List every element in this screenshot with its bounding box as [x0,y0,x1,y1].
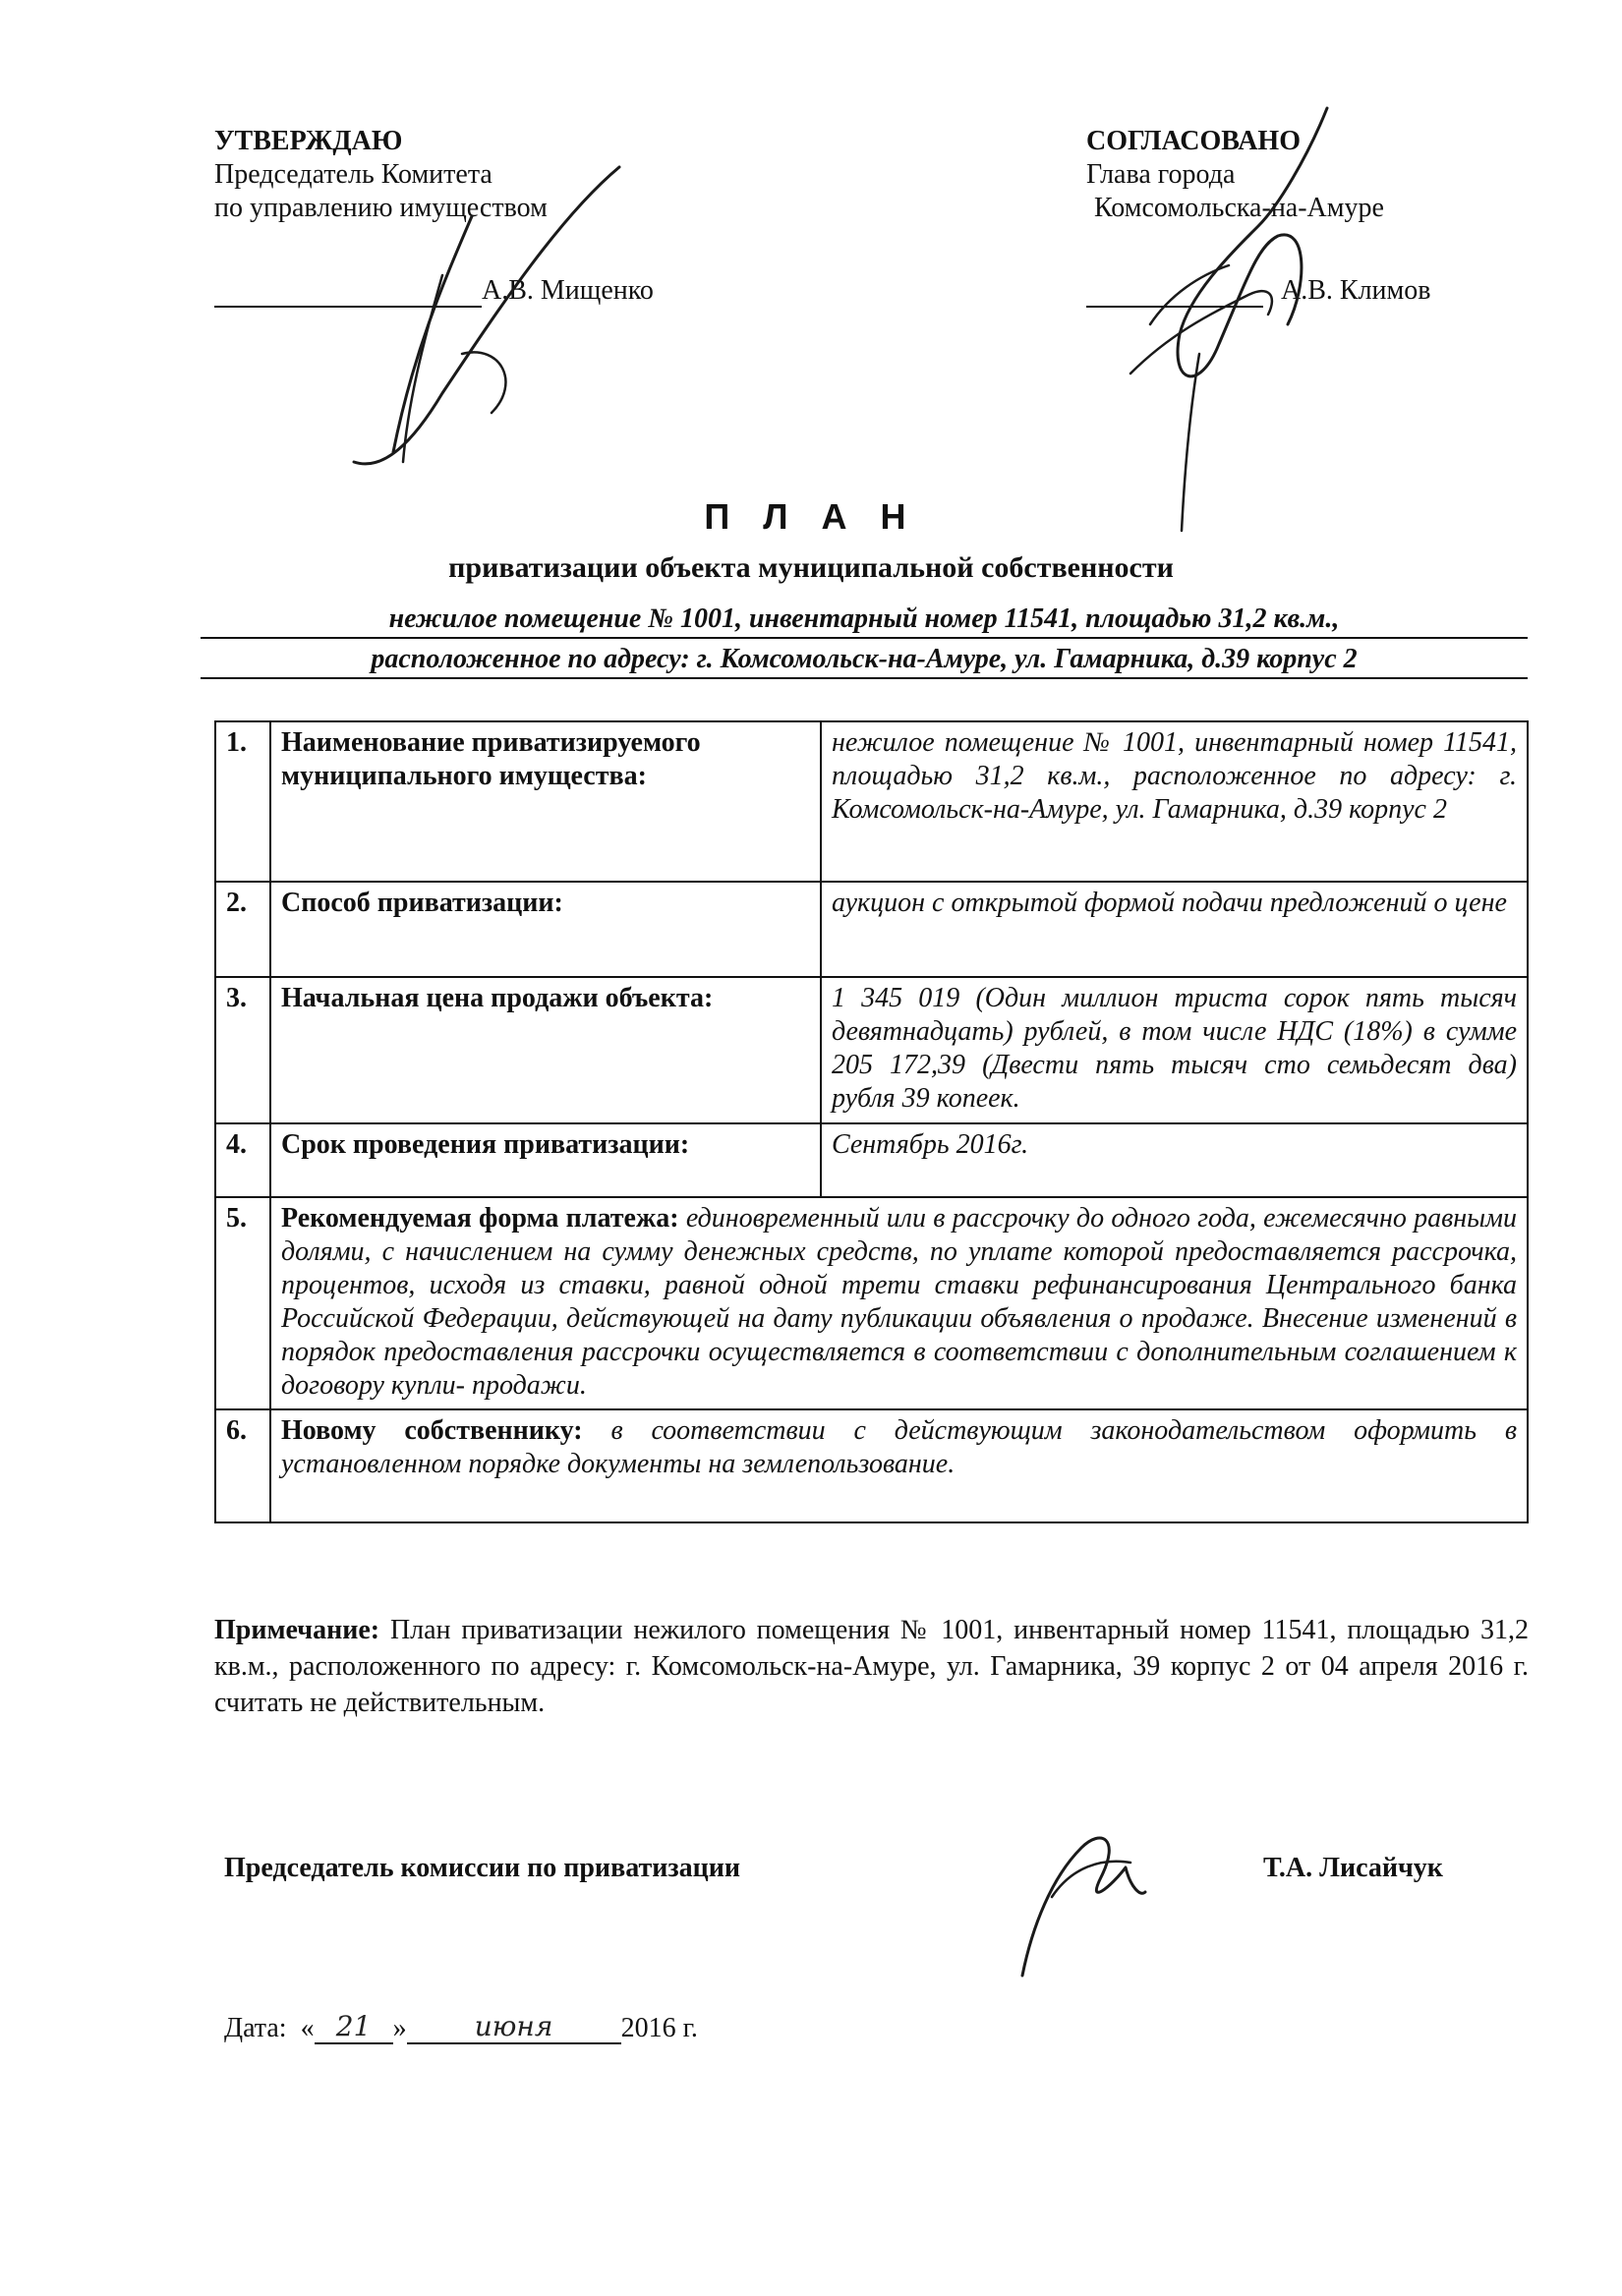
row-number: 6. [215,1409,270,1522]
date-month: июня [407,2010,621,2044]
object-description-line1: нежилое помещение № 1001, инвентарный номер 11541, площадью 31,2 кв.м., [201,602,1528,639]
document-subtitle: приватизации объекта муниципальной собственности [448,551,1174,584]
row-value: нежилое помещение № 1001, инвентарный номер 11541, площадью 31,2 кв.м., расположенное по адресу: г. Комсомольск-на-Амуре, ул. Гамарника, д.39 корпус 2 [821,721,1528,882]
object-description-line2: расположенное по адресу: г. Комсомольск-на-Амуре, ул. Гамарника, д.39 корпус 2 [201,642,1528,679]
date-year: 2016 г. [620,2013,698,2043]
table-row [215,1409,1528,1522]
approve-signature-mark [324,157,639,482]
agree-position-line2: Комсомольска-на-Амуре [1094,193,1384,223]
agree-signature-mark [1111,98,1366,550]
row-value: 1 345 019 (Один миллион триста сорок пять тысяч девятнадцать) рублей, в том числе НДС (18%) в сумме 205 172,39 (Двести пять тысяч сто семьдесят два) рубля 39 копеек. [821,977,1528,1123]
row-merged-cell [270,1197,1528,1409]
row-value: Сентябрь 2016г. [821,1123,1528,1197]
table-row [215,721,1528,882]
agree-position-line1: Глава города [1086,159,1236,190]
agree-heading: СОГЛАСОВАНО [1086,126,1301,156]
row-name: Наименование приватизируемого муниципального имущества: [270,721,821,882]
row-number: 2. [215,882,270,977]
date-label: Дата: [224,2013,287,2043]
row-name: Рекомендуемая форма платежа: [281,1203,679,1234]
row-value: в соответствии с действующим законодательством оформить в установленном порядке документы на землепользование. [281,1415,1517,1479]
row-value: единовременный или в рассрочку до одного года, ежемесячно равными долями, с начислением на сумму денежных средств, по уплате которой предоставляется рассрочка, процентов, исходя из ставки, равной одной трети ставки рефинансирования Центрального банка Российской Федерации, действующей на дату публикации объявления о продаже. Внесение изменений в порядок предоставления рассрочки осуществляется в соответствии с дополнительным соглашением к договору купли- продажи. [281,1203,1518,1401]
table-row [215,977,1528,1123]
chair-signature-mark [993,1808,1150,1985]
row-name: Новому собственнику: [281,1415,583,1446]
table-row [215,1197,1528,1409]
note-label: Примечание: [214,1615,380,1645]
privatization-plan-table [214,720,1529,1523]
row-number: 3. [215,977,270,1123]
date-close-quote: » [392,2013,407,2043]
row-value: аукцион с открытой формой подачи предложений о цене [821,882,1528,977]
row-number: 1. [215,721,270,882]
date-day: 21 [315,2010,393,2044]
approve-position-line1: Председатель Комитета [214,159,492,190]
table-row [215,882,1528,977]
date-open-quote: « [300,2013,315,2043]
approve-name: А.В. Мищенко [482,275,654,306]
approve-heading: УТВЕРЖДАЮ [214,126,403,156]
chair-name: Т.А. Лисайчук [1263,1853,1443,1883]
row-name: Срок проведения приватизации: [270,1123,821,1197]
document-title: П Л А Н [704,496,918,537]
row-merged-cell [270,1409,1528,1522]
row-number: 4. [215,1123,270,1197]
row-name: Начальная цена продажи объекта: [270,977,821,1123]
note-block [214,1612,1529,1721]
chair-title: Председатель комиссии по приватизации [224,1853,740,1883]
row-number: 5. [215,1197,270,1409]
row-name: Способ приватизации: [270,882,821,977]
date-row [224,2010,698,2044]
approve-position-line2: по управлению имуществом [214,193,548,223]
table-row [215,1123,1528,1197]
agree-name: А.В. Климов [1281,275,1431,306]
note-text: План приватизации нежилого помещения № 1001, инвентарный номер 11541, площадью 31,2 кв.м., расположенного по адресу: г. Комсомольск-на-Амуре, ул. Гамарника, 39 корпус 2 от 04 апреля 2016 г. считать не действительным. [214,1615,1530,1718]
